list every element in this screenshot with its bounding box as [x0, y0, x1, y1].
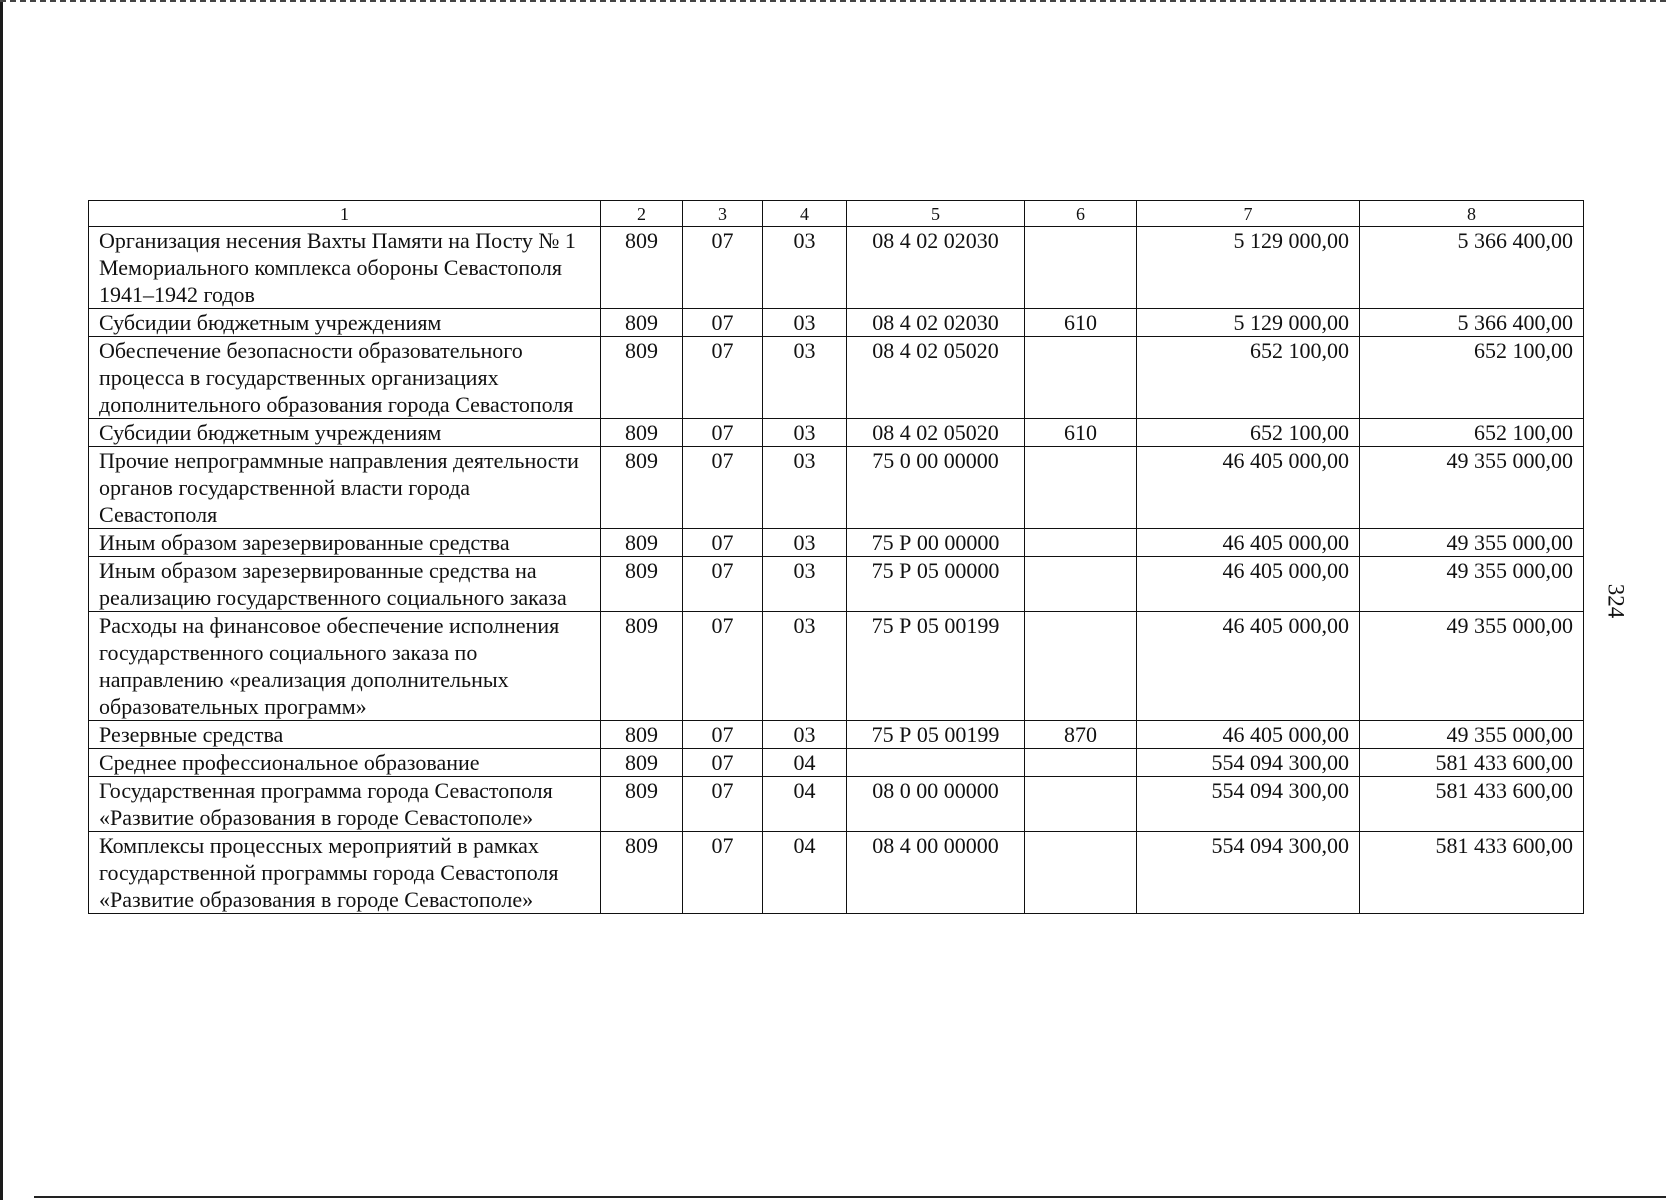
ved-cell: 809 — [601, 832, 683, 914]
table-row — [89, 447, 1584, 529]
expense-type-cell — [1025, 777, 1137, 832]
subsection-cell: 04 — [763, 777, 847, 832]
subsection-cell: 03 — [763, 337, 847, 419]
target-article-cell: 08 4 02 02030 — [847, 227, 1025, 309]
amount-year2-cell: 581 433 600,00 — [1360, 777, 1584, 832]
expense-type-cell — [1025, 557, 1137, 612]
table-header — [89, 201, 1584, 227]
amount-year2-cell: 5 366 400,00 — [1360, 227, 1584, 309]
ved-cell: 809 — [601, 337, 683, 419]
subsection-cell: 03 — [763, 227, 847, 309]
name-cell: Иным образом зарезервированные средства — [89, 529, 601, 557]
section-cell: 07 — [683, 721, 763, 749]
target-article-cell: 75 Р 00 00000 — [847, 529, 1025, 557]
amount-year1-cell: 5 129 000,00 — [1137, 227, 1360, 309]
table-row — [89, 777, 1584, 832]
table-row — [89, 529, 1584, 557]
scan-top-edge — [0, 0, 1666, 2]
target-article-cell: 08 0 00 00000 — [847, 777, 1025, 832]
amount-year1-cell: 46 405 000,00 — [1137, 557, 1360, 612]
amount-year2-cell: 652 100,00 — [1360, 419, 1584, 447]
name-cell: Государственная программа города Севастополя «Развитие образования в городе Севастополе» — [89, 777, 601, 832]
section-cell: 07 — [683, 557, 763, 612]
name-cell: Субсидии бюджетным учреждениям — [89, 419, 601, 447]
amount-year1-cell: 5 129 000,00 — [1137, 309, 1360, 337]
ved-cell: 809 — [601, 227, 683, 309]
subsection-cell: 03 — [763, 612, 847, 721]
section-cell: 07 — [683, 777, 763, 832]
table-row — [89, 832, 1584, 914]
section-cell: 07 — [683, 529, 763, 557]
table-row — [89, 309, 1584, 337]
header-col-3: 3 — [683, 201, 763, 227]
expense-type-cell — [1025, 447, 1137, 529]
table-body — [89, 227, 1584, 914]
scan-bottom-line — [34, 1196, 1666, 1198]
name-cell: Расходы на финансовое обеспечение исполнения государственного социального заказа по направлению «реализация дополнительных образовательных программ» — [89, 612, 601, 721]
header-col-8: 8 — [1360, 201, 1584, 227]
header-col-7: 7 — [1137, 201, 1360, 227]
ved-cell: 809 — [601, 721, 683, 749]
subsection-cell: 03 — [763, 721, 847, 749]
amount-year1-cell: 554 094 300,00 — [1137, 832, 1360, 914]
expense-type-cell — [1025, 612, 1137, 721]
table-row — [89, 721, 1584, 749]
section-cell: 07 — [683, 309, 763, 337]
name-cell: Резервные средства — [89, 721, 601, 749]
name-cell: Комплексы процессных мероприятий в рамках государственной программы города Севастополя «Развитие образования в городе Севастополе» — [89, 832, 601, 914]
amount-year1-cell: 554 094 300,00 — [1137, 749, 1360, 777]
target-article-cell: 08 4 02 05020 — [847, 337, 1025, 419]
section-cell: 07 — [683, 227, 763, 309]
name-cell: Субсидии бюджетным учреждениям — [89, 309, 601, 337]
target-article-cell: 75 Р 05 00199 — [847, 721, 1025, 749]
expense-type-cell: 610 — [1025, 309, 1137, 337]
target-article-cell: 75 Р 05 00199 — [847, 612, 1025, 721]
target-article-cell: 08 4 02 05020 — [847, 419, 1025, 447]
target-article-cell: 75 0 00 00000 — [847, 447, 1025, 529]
ved-cell: 809 — [601, 612, 683, 721]
amount-year2-cell: 581 433 600,00 — [1360, 749, 1584, 777]
amount-year1-cell: 46 405 000,00 — [1137, 447, 1360, 529]
name-cell: Иным образом зарезервированные средства на реализацию государственного социального заказа — [89, 557, 601, 612]
section-cell: 07 — [683, 832, 763, 914]
section-cell: 07 — [683, 749, 763, 777]
name-cell: Обеспечение безопасности образовательного процесса в государственных организациях дополнительного образования города Севастополя — [89, 337, 601, 419]
expense-type-cell — [1025, 227, 1137, 309]
amount-year2-cell: 49 355 000,00 — [1360, 612, 1584, 721]
table-row — [89, 337, 1584, 419]
expense-type-cell — [1025, 832, 1137, 914]
amount-year2-cell: 49 355 000,00 — [1360, 447, 1584, 529]
scan-left-edge — [0, 0, 3, 1200]
subsection-cell: 03 — [763, 309, 847, 337]
target-article-cell — [847, 749, 1025, 777]
table-row — [89, 419, 1584, 447]
amount-year2-cell: 49 355 000,00 — [1360, 557, 1584, 612]
subsection-cell: 04 — [763, 832, 847, 914]
ved-cell: 809 — [601, 529, 683, 557]
amount-year2-cell: 581 433 600,00 — [1360, 832, 1584, 914]
page-number: 324 — [1603, 583, 1629, 619]
ved-cell: 809 — [601, 777, 683, 832]
name-cell: Организация несения Вахты Памяти на Посту № 1 Мемориального комплекса обороны Севастополя 1941–1942 годов — [89, 227, 601, 309]
subsection-cell: 03 — [763, 447, 847, 529]
header-col-4: 4 — [763, 201, 847, 227]
section-cell: 07 — [683, 447, 763, 529]
amount-year2-cell: 5 366 400,00 — [1360, 309, 1584, 337]
table-row — [89, 227, 1584, 309]
ved-cell: 809 — [601, 447, 683, 529]
target-article-cell: 75 Р 05 00000 — [847, 557, 1025, 612]
expense-type-cell — [1025, 529, 1137, 557]
subsection-cell: 04 — [763, 749, 847, 777]
subsection-cell: 03 — [763, 419, 847, 447]
name-cell: Среднее профессиональное образование — [89, 749, 601, 777]
amount-year1-cell: 46 405 000,00 — [1137, 612, 1360, 721]
header-col-2: 2 — [601, 201, 683, 227]
section-cell: 07 — [683, 337, 763, 419]
amount-year2-cell: 49 355 000,00 — [1360, 721, 1584, 749]
amount-year1-cell: 652 100,00 — [1137, 419, 1360, 447]
amount-year2-cell: 652 100,00 — [1360, 337, 1584, 419]
ved-cell: 809 — [601, 419, 683, 447]
section-cell: 07 — [683, 612, 763, 721]
amount-year1-cell: 652 100,00 — [1137, 337, 1360, 419]
target-article-cell: 08 4 00 00000 — [847, 832, 1025, 914]
name-cell: Прочие непрограммные направления деятельности органов государственной власти города Севастополя — [89, 447, 601, 529]
header-col-5: 5 — [847, 201, 1025, 227]
table-row — [89, 749, 1584, 777]
amount-year1-cell: 46 405 000,00 — [1137, 721, 1360, 749]
ved-cell: 809 — [601, 557, 683, 612]
amount-year2-cell: 49 355 000,00 — [1360, 529, 1584, 557]
header-col-6: 6 — [1025, 201, 1137, 227]
amount-year1-cell: 554 094 300,00 — [1137, 777, 1360, 832]
budget-table — [88, 200, 1584, 914]
expense-type-cell — [1025, 749, 1137, 777]
expense-type-cell — [1025, 337, 1137, 419]
table-row — [89, 557, 1584, 612]
ved-cell: 809 — [601, 309, 683, 337]
header-col-1: 1 — [89, 201, 601, 227]
subsection-cell: 03 — [763, 557, 847, 612]
expense-type-cell: 870 — [1025, 721, 1137, 749]
section-cell: 07 — [683, 419, 763, 447]
amount-year1-cell: 46 405 000,00 — [1137, 529, 1360, 557]
ved-cell: 809 — [601, 749, 683, 777]
expense-type-cell: 610 — [1025, 419, 1137, 447]
header-row — [89, 201, 1584, 227]
target-article-cell: 08 4 02 02030 — [847, 309, 1025, 337]
subsection-cell: 03 — [763, 529, 847, 557]
table-row — [89, 612, 1584, 721]
